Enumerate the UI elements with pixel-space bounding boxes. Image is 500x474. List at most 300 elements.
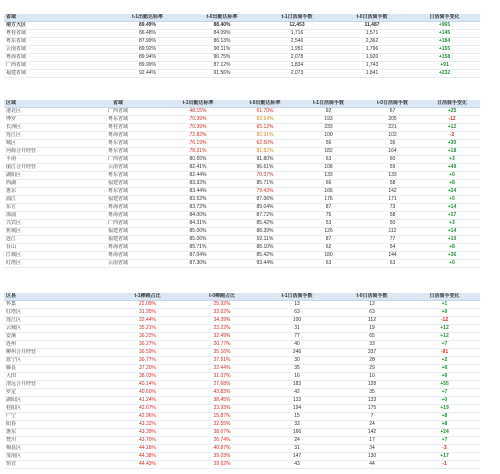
table-cell[interactable]: 79.43%	[234, 188, 296, 196]
table-cell[interactable]: 2,546	[259, 38, 335, 46]
table-cell[interactable]: +965	[409, 22, 480, 30]
table-cell[interactable]: 35	[259, 365, 335, 373]
table-cell[interactable]: 2,078	[259, 54, 335, 62]
table-cell[interactable]: 平南	[4, 156, 74, 164]
table-cell[interactable]: 34	[335, 445, 409, 453]
table-cell[interactable]: 2,362	[335, 38, 409, 46]
table-cell[interactable]: 罗定	[4, 389, 110, 397]
table-cell[interactable]: 莲江区	[4, 317, 110, 325]
table-cell[interactable]: 惠东	[4, 429, 110, 437]
table-cell[interactable]: 22.09%	[110, 301, 185, 309]
table-cell[interactable]: 144	[361, 252, 424, 260]
table-cell[interactable]: 湖阳区	[4, 172, 74, 180]
table-cell[interactable]: 17	[335, 437, 409, 445]
table-cell[interactable]: +184	[409, 38, 480, 46]
table-cell[interactable]: 89.49%	[110, 22, 185, 30]
table-cell[interactable]: 83.52%	[162, 196, 234, 204]
table-cell[interactable]: 87.72%	[234, 212, 296, 220]
table-cell[interactable]: 16	[259, 373, 335, 381]
table-cell[interactable]: +155	[409, 46, 480, 54]
table-cell[interactable]: 66	[296, 180, 361, 188]
table-cell[interactable]: 87.06%	[234, 196, 296, 204]
table-cell[interactable]: 194	[259, 405, 335, 413]
table-cell[interactable]: 广西省域	[74, 108, 162, 116]
table-cell[interactable]: +8	[424, 244, 480, 252]
table-cell[interactable]: 19	[335, 325, 409, 333]
table-cell[interactable]: 10	[335, 373, 409, 381]
table-cell[interactable]: 91.56%	[185, 70, 259, 78]
table-cell[interactable]: 36.22%	[110, 333, 185, 341]
table-cell[interactable]: 26.74%	[185, 437, 259, 445]
table-cell[interactable]: 93.44%	[234, 260, 296, 268]
table-cell[interactable]: 蕉城区	[4, 228, 74, 236]
table-cell[interactable]: +0	[424, 260, 480, 268]
table-cell[interactable]: 246	[259, 349, 335, 357]
table-cell[interactable]: 粤东省域	[4, 38, 110, 46]
table-cell[interactable]: 西湖	[4, 180, 74, 188]
table-cell[interactable]: 77	[361, 236, 424, 244]
table-cell[interactable]: 40	[259, 341, 335, 349]
table-cell[interactable]: 65	[335, 333, 409, 341]
table-cell[interactable]: 南方大区	[4, 22, 110, 30]
table-cell[interactable]: +5	[424, 196, 480, 204]
table-cell[interactable]: 89.04%	[234, 204, 296, 212]
table-cell[interactable]: 32.49%	[185, 333, 259, 341]
table-cell[interactable]: 31.07%	[185, 373, 259, 381]
table-cell[interactable]: 82.41%	[162, 164, 234, 172]
table-cell[interactable]: 23.22%	[185, 325, 259, 333]
table-cell[interactable]: -91	[409, 349, 480, 357]
table-cell[interactable]: 长洲区	[4, 124, 74, 132]
table-cell[interactable]: 133	[296, 172, 361, 180]
table-cell[interactable]: +91	[409, 62, 480, 70]
table-cell[interactable]: 112	[335, 317, 409, 325]
table-cell[interactable]: 1,796	[335, 46, 409, 54]
table-cell[interactable]: 87	[296, 236, 361, 244]
table-cell[interactable]: 85.42%	[234, 252, 296, 260]
table-cell[interactable]: 87	[296, 204, 361, 212]
table-cell[interactable]: 31	[259, 445, 335, 453]
table-cell[interactable]: 2,073	[259, 70, 335, 78]
table-cell[interactable]: 43.70%	[110, 437, 185, 445]
table-cell[interactable]: +14	[424, 228, 480, 236]
table-cell[interactable]: 31.95%	[110, 309, 185, 317]
table-cell[interactable]: 166	[259, 429, 335, 437]
table-cell[interactable]: 27.68%	[185, 381, 259, 389]
table-cell[interactable]: 96.61%	[234, 164, 296, 172]
table-cell[interactable]: 清远合并经营	[4, 381, 110, 389]
table-cell[interactable]: 133	[335, 397, 409, 405]
table-cell[interactable]: 56	[296, 140, 361, 148]
table-cell[interactable]: 54	[361, 244, 424, 252]
table-cell[interactable]: 福建省域	[74, 228, 162, 236]
table-cell[interactable]: -12	[409, 317, 480, 325]
table-cell[interactable]: 32.44%	[110, 317, 185, 325]
table-cell[interactable]: 102	[361, 132, 424, 140]
table-cell[interactable]: 云南省域	[74, 260, 162, 268]
table-cell[interactable]: +19	[409, 405, 480, 413]
table-cell[interactable]: 76.19%	[162, 140, 234, 148]
table-cell[interactable]: -3	[409, 445, 480, 453]
table-cell[interactable]: 12,453	[259, 22, 335, 30]
table-cell[interactable]: +3	[424, 156, 480, 164]
table-cell[interactable]: 台山	[4, 244, 74, 252]
table-cell[interactable]: +12	[424, 124, 480, 132]
table-cell[interactable]: 233	[296, 124, 361, 132]
table-cell[interactable]: 205	[361, 116, 424, 124]
table-cell[interactable]: 40.14%	[110, 381, 185, 389]
table-cell[interactable]: 安溪	[4, 333, 110, 341]
table-cell[interactable]: 176	[296, 196, 361, 204]
table-cell[interactable]: 70.39%	[162, 124, 234, 132]
table-cell[interactable]: 70.39%	[162, 116, 234, 124]
table-cell[interactable]: 112	[361, 228, 424, 236]
table-cell[interactable]: 湖阳区	[4, 397, 110, 405]
table-cell[interactable]: 粤海省域	[74, 132, 162, 140]
table-cell[interactable]: 63	[361, 260, 424, 268]
table-cell[interactable]: 丽江合并经营	[4, 164, 74, 172]
table-cell[interactable]: 88.40%	[185, 22, 259, 30]
table-cell[interactable]: +6	[409, 365, 480, 373]
table-cell[interactable]: 25.92%	[185, 301, 259, 309]
table-cell[interactable]: 44.16%	[110, 445, 185, 453]
table-cell[interactable]: 广西省域	[74, 156, 162, 164]
table-cell[interactable]: 28	[335, 357, 409, 365]
table-cell[interactable]: 171	[361, 196, 424, 204]
table-cell[interactable]: +55	[409, 381, 480, 389]
table-cell[interactable]: 42.96%	[110, 413, 185, 421]
table-cell[interactable]: 83.54%	[234, 116, 296, 124]
table-cell[interactable]: +18	[424, 148, 480, 156]
table-cell[interactable]: 83.44%	[162, 188, 234, 196]
table-cell[interactable]: 337	[335, 349, 409, 357]
table-cell[interactable]: 43.83%	[185, 389, 259, 397]
table-cell[interactable]: 89.94%	[110, 54, 185, 62]
table-cell[interactable]: 84.31%	[162, 220, 234, 228]
table-cell[interactable]: 37.51%	[185, 357, 259, 365]
table-cell[interactable]: 江城区	[4, 252, 74, 260]
table-cell[interactable]: 1,951	[259, 46, 335, 54]
table-cell[interactable]: 193	[296, 116, 361, 124]
table-cell[interactable]: 红塔区	[4, 260, 74, 268]
table-cell[interactable]: 53	[296, 220, 361, 228]
table-cell[interactable]: 粤桂省域	[4, 30, 110, 38]
table-cell[interactable]: 175	[335, 405, 409, 413]
table-cell[interactable]: 32.02%	[185, 309, 259, 317]
table-cell[interactable]: +8	[424, 180, 480, 188]
table-cell[interactable]: 85.71%	[162, 244, 234, 252]
table-cell[interactable]: 茂南区	[4, 453, 110, 461]
table-cell[interactable]: 89.92%	[110, 46, 185, 54]
table-cell[interactable]: 红塔区	[4, 309, 110, 317]
table-cell[interactable]: 82.44%	[162, 172, 234, 180]
table-cell[interactable]: 84.00%	[162, 212, 234, 220]
table-cell[interactable]: 108	[296, 164, 361, 172]
table-cell[interactable]: 粤海省域	[4, 54, 110, 62]
table-cell[interactable]: 85.42%	[234, 220, 296, 228]
table-cell[interactable]: +6	[409, 373, 480, 381]
table-cell[interactable]: +0	[409, 309, 480, 317]
table-cell[interactable]: +14	[424, 204, 480, 212]
table-cell[interactable]: 15.87%	[185, 413, 259, 421]
table-cell[interactable]: 惠东	[4, 188, 74, 196]
table-cell[interactable]: 87.30%	[162, 260, 234, 268]
table-cell[interactable]: 83.33%	[162, 180, 234, 188]
table-cell[interactable]: 漳浦	[4, 212, 74, 220]
table-cell[interactable]: +24	[409, 429, 480, 437]
table-cell[interactable]: 87.12%	[185, 62, 259, 70]
table-cell[interactable]: 85.06%	[162, 236, 234, 244]
table-cell[interactable]: 100	[259, 317, 335, 325]
table-cell[interactable]: 80.65%	[162, 156, 234, 164]
table-cell[interactable]: 柳州合并经营	[4, 349, 110, 357]
table-cell[interactable]: 梅县区	[4, 445, 110, 453]
table-cell[interactable]: 75	[296, 212, 361, 220]
table-cell[interactable]: 43.39%	[110, 429, 185, 437]
table-cell[interactable]: 云南省域	[4, 46, 110, 54]
table-cell[interactable]: 92.11%	[234, 236, 296, 244]
table-cell[interactable]: 粤东省域	[74, 172, 162, 180]
table-cell[interactable]: +232	[409, 70, 480, 78]
table-cell[interactable]: 128	[335, 381, 409, 389]
table-cell[interactable]: 62	[296, 244, 361, 252]
table-cell[interactable]: 39.03%	[185, 453, 259, 461]
table-cell[interactable]: +30	[424, 140, 480, 148]
table-cell[interactable]: 河源合并经营	[4, 148, 74, 156]
table-cell[interactable]: 广宁	[4, 413, 110, 421]
table-cell[interactable]: 67	[361, 108, 424, 116]
table-cell[interactable]: 粤东省域	[74, 148, 162, 156]
table-cell[interactable]: 粤海省域	[74, 212, 162, 220]
table-cell[interactable]: 90.75%	[185, 54, 259, 62]
table-cell[interactable]: 36.59%	[110, 349, 185, 357]
table-cell[interactable]: +17	[409, 453, 480, 461]
table-cell[interactable]: +0	[409, 397, 480, 405]
table-cell[interactable]: 142	[361, 188, 424, 196]
table-cell[interactable]: 86.13%	[185, 38, 259, 46]
table-cell[interactable]: 32	[259, 421, 335, 429]
table-cell[interactable]: 1,716	[259, 30, 335, 38]
table-cell[interactable]: 92	[296, 108, 361, 116]
table-cell[interactable]: 32.44%	[185, 365, 259, 373]
table-cell[interactable]: 44.43%	[110, 461, 185, 469]
table-cell[interactable]: 78.21%	[162, 148, 234, 156]
table-cell[interactable]: 24	[259, 437, 335, 445]
table-cell[interactable]: 37.20%	[110, 365, 185, 373]
table-cell[interactable]: 72.82%	[162, 132, 234, 140]
table-cell[interactable]: 1,920	[335, 54, 409, 62]
table-cell[interactable]: -2	[424, 132, 480, 140]
table-cell[interactable]: 43.32%	[110, 421, 185, 429]
table-cell[interactable]: 180	[296, 252, 361, 260]
table-cell[interactable]: 31	[259, 325, 335, 333]
table-cell[interactable]: 130	[335, 453, 409, 461]
table-cell[interactable]: 东方	[4, 204, 74, 212]
table-cell[interactable]: +36	[424, 252, 480, 260]
table-cell[interactable]: +145	[409, 30, 480, 38]
table-cell[interactable]: +7	[409, 389, 480, 397]
table-cell[interactable]: 梵川	[4, 437, 110, 445]
table-cell[interactable]: 33.93%	[185, 405, 259, 413]
table-cell[interactable]: 蓝宁区	[4, 357, 110, 365]
table-cell[interactable]: 莲江区	[4, 132, 74, 140]
table-cell[interactable]: 84.09%	[185, 30, 259, 38]
table-cell[interactable]: 连州	[4, 341, 110, 349]
table-cell[interactable]: 166	[296, 188, 361, 196]
table-cell[interactable]: 20.77%	[185, 341, 259, 349]
table-cell[interactable]: 221	[361, 124, 424, 132]
table-cell[interactable]: 15	[259, 413, 335, 421]
table-cell[interactable]: 福建省域	[4, 70, 110, 78]
table-cell[interactable]: 63	[335, 309, 409, 317]
table-cell[interactable]: -1	[409, 461, 480, 469]
table-cell[interactable]: 恒宜	[4, 461, 110, 469]
table-cell[interactable]: 阳春	[4, 421, 110, 429]
table-cell[interactable]: 43	[259, 461, 335, 469]
table-cell[interactable]: 59	[361, 164, 424, 172]
table-cell[interactable]: 147	[259, 453, 335, 461]
table-cell[interactable]: 86.48%	[110, 30, 185, 38]
table-cell[interactable]: 大田	[4, 373, 110, 381]
table-cell[interactable]: 连江	[4, 236, 74, 244]
table-cell[interactable]: 38.03%	[110, 373, 185, 381]
table-cell[interactable]: 1,841	[335, 70, 409, 78]
table-cell[interactable]: 云城区	[4, 325, 110, 333]
table-cell[interactable]: +0	[424, 172, 480, 180]
table-cell[interactable]: 70.37%	[234, 172, 296, 180]
table-cell[interactable]: 福建省域	[74, 196, 162, 204]
table-cell[interactable]: 浦江	[4, 196, 74, 204]
table-cell[interactable]: 13	[259, 301, 335, 309]
table-cell[interactable]: 44.38%	[110, 453, 185, 461]
table-cell[interactable]: 粤东省域	[74, 140, 162, 148]
table-cell[interactable]: +49	[424, 164, 480, 172]
table-cell[interactable]: 50	[361, 220, 424, 228]
table-cell[interactable]: +12	[409, 333, 480, 341]
table-cell[interactable]: 42	[259, 389, 335, 397]
table-cell[interactable]: 133	[361, 172, 424, 180]
table-cell[interactable]: +2	[409, 357, 480, 365]
table-cell[interactable]: +25	[424, 108, 480, 116]
table-cell[interactable]: 77	[259, 333, 335, 341]
table-cell[interactable]: 85.00%	[162, 228, 234, 236]
table-cell[interactable]: 58	[361, 180, 424, 188]
table-cell[interactable]: +1	[409, 301, 480, 309]
table-cell[interactable]: 73	[361, 204, 424, 212]
table-cell[interactable]: 粤海省域	[74, 244, 162, 252]
table-cell[interactable]: 42.67%	[110, 405, 185, 413]
table-cell[interactable]: 65.12%	[234, 124, 296, 132]
table-cell[interactable]: 89.99%	[110, 62, 185, 70]
table-cell[interactable]: 港北区	[4, 108, 74, 116]
table-cell[interactable]: 城区	[4, 140, 74, 148]
table-cell[interactable]: 164	[361, 148, 424, 156]
table-cell[interactable]: 博罗	[4, 116, 74, 124]
table-cell[interactable]: 桂阳区	[4, 405, 110, 413]
table-cell[interactable]: 87.04%	[162, 252, 234, 260]
table-cell[interactable]: 29	[335, 365, 409, 373]
table-cell[interactable]: 1,834	[259, 62, 335, 70]
table-cell[interactable]: 粤桂省域	[74, 124, 162, 132]
table-cell[interactable]: 怀集	[4, 301, 110, 309]
table-cell[interactable]: 81.82%	[234, 148, 296, 156]
table-cell[interactable]: 30	[259, 357, 335, 365]
table-cell[interactable]: 85.71%	[234, 180, 296, 188]
table-cell[interactable]: 35.16%	[185, 349, 259, 357]
table-cell[interactable]: 60	[361, 156, 424, 164]
table-cell[interactable]: 广西省域	[4, 62, 110, 70]
table-cell[interactable]: 广西省域	[74, 220, 162, 228]
table-cell[interactable]: 26	[361, 140, 424, 148]
table-cell[interactable]: 35.21%	[110, 325, 185, 333]
table-cell[interactable]: 48.15%	[162, 108, 234, 116]
table-cell[interactable]: -12	[424, 116, 480, 124]
table-cell[interactable]: 44	[335, 461, 409, 469]
table-cell[interactable]: 91.80%	[234, 156, 296, 164]
table-cell[interactable]: 100	[296, 132, 361, 140]
table-cell[interactable]: 133	[259, 397, 335, 405]
table-cell[interactable]: 62.50%	[234, 140, 296, 148]
table-cell[interactable]: 40.60%	[110, 389, 185, 397]
table-cell[interactable]: 云南省域	[74, 164, 162, 172]
table-cell[interactable]: +8	[409, 421, 480, 429]
table-cell[interactable]: 40.87%	[185, 445, 259, 453]
table-cell[interactable]: 126	[296, 228, 361, 236]
table-cell[interactable]: 182	[296, 148, 361, 156]
table-cell[interactable]: +8	[409, 413, 480, 421]
table-cell[interactable]: 92.44%	[110, 70, 185, 78]
table-cell[interactable]: 36.27%	[110, 341, 185, 349]
table-cell[interactable]: 58	[361, 212, 424, 220]
table-cell[interactable]: 90.11%	[185, 46, 259, 54]
table-cell[interactable]: 63	[296, 260, 361, 268]
table-cell[interactable]: 兴宾区	[4, 220, 74, 228]
table-cell[interactable]: +7	[409, 341, 480, 349]
table-cell[interactable]: +17	[424, 212, 480, 220]
table-cell[interactable]: +158	[409, 54, 480, 62]
table-cell[interactable]: 35	[335, 389, 409, 397]
table-cell[interactable]: 83.72%	[162, 204, 234, 212]
table-cell[interactable]: 粤海省域	[74, 204, 162, 212]
table-cell[interactable]: 80.91%	[234, 132, 296, 140]
table-cell[interactable]: 32.55%	[185, 421, 259, 429]
table-cell[interactable]: 36.77%	[110, 357, 185, 365]
table-cell[interactable]: 39.62%	[185, 461, 259, 469]
table-cell[interactable]: 88.10%	[234, 244, 296, 252]
table-cell[interactable]: 福建省域	[74, 180, 162, 188]
table-cell[interactable]: 12	[335, 301, 409, 309]
table-cell[interactable]: 1,571	[335, 30, 409, 38]
table-cell[interactable]: 63	[296, 156, 361, 164]
table-cell[interactable]: +3	[424, 220, 480, 228]
table-cell[interactable]: 38.07%	[185, 429, 259, 437]
table-cell[interactable]: 34.39%	[185, 317, 259, 325]
table-cell[interactable]: 粤东省域	[74, 188, 162, 196]
table-cell[interactable]: +12	[409, 325, 480, 333]
table-cell[interactable]: +24	[424, 188, 480, 196]
table-cell[interactable]: 7	[335, 413, 409, 421]
table-cell[interactable]: 87.99%	[110, 38, 185, 46]
table-cell[interactable]: 63	[259, 309, 335, 317]
table-cell[interactable]: +10	[424, 236, 480, 244]
table-cell[interactable]: 88.39%	[234, 228, 296, 236]
table-cell[interactable]: 11,487	[335, 22, 409, 30]
table-cell[interactable]: 24	[335, 421, 409, 429]
table-cell[interactable]: 福建省域	[74, 236, 162, 244]
table-cell[interactable]: 藤县	[4, 365, 110, 373]
table-cell[interactable]: 33	[335, 341, 409, 349]
table-cell[interactable]: 183	[259, 381, 335, 389]
